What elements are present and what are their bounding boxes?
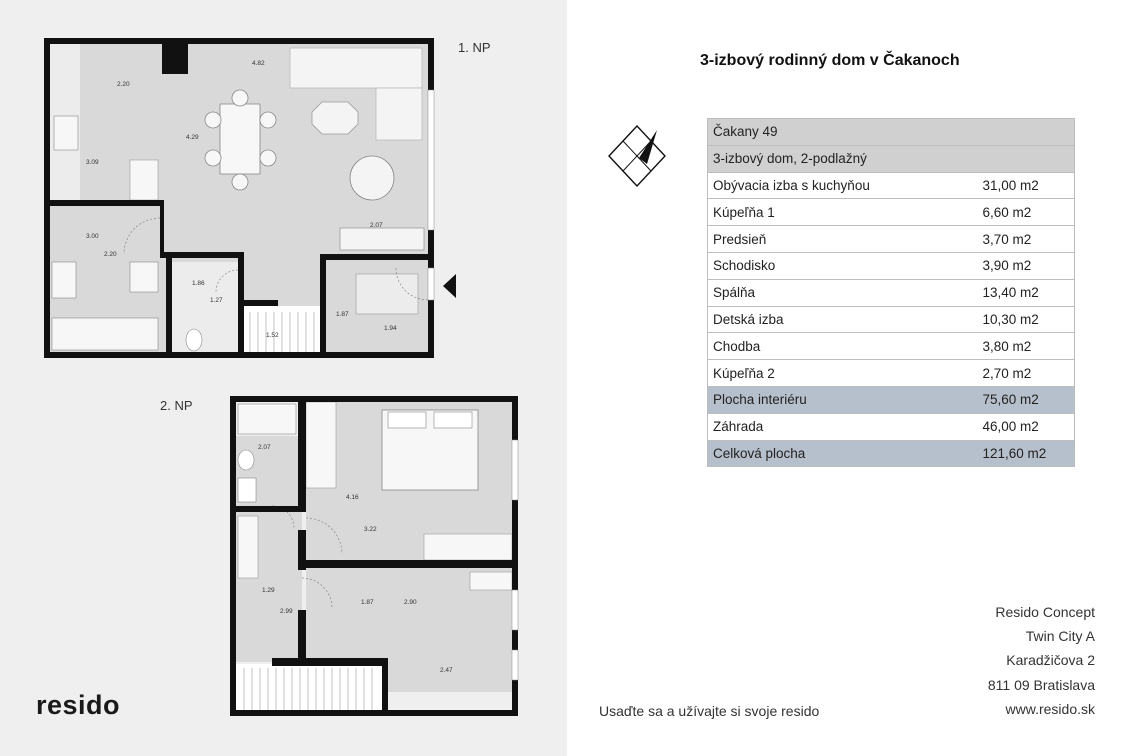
dim-label: 2.99	[280, 608, 293, 615]
area-table	[707, 118, 1075, 467]
room-area-cell: 6,60 m2	[983, 199, 1075, 226]
dim-label: 2.20	[117, 81, 130, 88]
table-row	[708, 360, 1075, 387]
toilet-bowl-2	[238, 450, 254, 470]
pillow	[434, 412, 472, 428]
room-area-cell: 31,00 m2	[983, 172, 1075, 199]
dim-label: 4.29	[186, 134, 199, 141]
room-name-cell: Záhrada	[708, 413, 983, 440]
dining-table	[220, 104, 260, 174]
table-header-row	[708, 119, 1075, 146]
dim-label: 1.87	[361, 599, 374, 606]
room-name-cell: Obývacia izba s kuchyňou	[708, 172, 983, 199]
children-bed	[470, 572, 512, 590]
dim-label: 3.22	[364, 526, 377, 533]
room-name-cell: Kúpeľňa 1	[708, 199, 983, 226]
table-row	[708, 413, 1075, 440]
upper-floor-plan	[230, 396, 518, 716]
toilet-bowl	[186, 329, 202, 351]
tv-console	[340, 228, 424, 250]
dim-label: 4.16	[346, 494, 359, 501]
contact-company: Resido Concept	[995, 604, 1095, 620]
room-area-cell: 10,30 m2	[983, 306, 1075, 333]
entrance-door	[428, 268, 434, 300]
table-header-row	[708, 145, 1075, 172]
table-header-cell: 3-izbový dom, 2-podlažný	[708, 145, 1075, 172]
room-name-cell: Predsieň	[708, 226, 983, 253]
contact-city: 811 09 Bratislava	[987, 676, 1095, 693]
cooktop	[54, 116, 78, 150]
kitchen-island	[130, 160, 158, 200]
dim-label: 1.29	[262, 587, 275, 594]
table-header-cell: Čakany 49	[708, 119, 1075, 146]
dim-label: 2.07	[370, 222, 383, 229]
room-area-cell: 13,40 m2	[983, 279, 1075, 306]
table-row	[708, 440, 1075, 467]
table-row	[708, 172, 1075, 199]
dim-label: 2.90	[404, 599, 417, 606]
page-title: 3-izbový rodinný dom v Čakanoch	[700, 52, 960, 69]
table-row	[708, 252, 1075, 279]
toilet-floor	[172, 262, 238, 352]
room-area-cell: 2,70 m2	[983, 360, 1075, 387]
dim-label: 1.86	[192, 280, 205, 287]
armchair	[350, 156, 394, 200]
room-name-cell: Kúpeľňa 2	[708, 360, 983, 387]
bathtub	[52, 318, 158, 350]
floor-label-second: 2. NP	[160, 398, 193, 413]
contact-building: Twin City A	[1025, 628, 1095, 645]
ground-window-east	[428, 90, 434, 230]
dim-label: 3.00	[86, 233, 99, 240]
wardrobe	[356, 274, 418, 314]
room-area-cell: 121,60 m2	[983, 440, 1075, 467]
table-row	[708, 279, 1075, 306]
room-name-cell: Chodba	[708, 333, 983, 360]
corridor-cabinet	[238, 516, 258, 578]
sofa	[290, 48, 422, 88]
shower	[238, 404, 296, 434]
dim-label: 1.27	[210, 297, 223, 304]
room-name-cell: Detská izba	[708, 306, 983, 333]
dim-label: 1.94	[384, 325, 397, 332]
table-row	[708, 306, 1075, 333]
coffee-table	[312, 102, 358, 134]
washer	[130, 262, 158, 292]
table-row	[708, 199, 1075, 226]
room-name-cell: Celková plocha	[708, 440, 983, 467]
dim-label: 3.09	[86, 159, 99, 166]
dim-label: 4.82	[252, 60, 265, 67]
sink-2	[238, 478, 256, 502]
dim-label: 2.47	[440, 667, 453, 674]
dim-label: 1.52	[266, 332, 279, 339]
bath-vanity	[52, 262, 76, 298]
pillow	[388, 412, 426, 428]
room-area-cell: 3,80 m2	[983, 333, 1075, 360]
room-area-cell: 3,70 m2	[983, 226, 1075, 253]
dim-label: 1.87	[336, 311, 349, 318]
ground-floor-plan	[44, 38, 456, 358]
contact-block	[988, 600, 1095, 721]
north-arrow-icon	[605, 122, 669, 190]
floor-label-first: 1. NP	[458, 40, 491, 55]
entrance-arrow-icon	[443, 274, 456, 298]
contact-web-link[interactable]: www.resido.sk	[1005, 700, 1095, 717]
contact-street: Karadžičova 2	[1006, 652, 1095, 669]
table-row	[708, 333, 1075, 360]
room-name-cell: Plocha interiéru	[708, 386, 983, 413]
room-area-cell: 3,90 m2	[983, 252, 1075, 279]
bedroom-wardrobe	[306, 402, 336, 488]
room-name-cell: Schodisko	[708, 252, 983, 279]
sofa-chaise	[376, 88, 422, 140]
upper-stairs-area	[236, 664, 386, 710]
tagline: Usaďte sa a užívajte si svoje resido	[599, 703, 820, 719]
table-row	[708, 386, 1075, 413]
stairs-area	[244, 306, 322, 352]
room-area-cell: 46,00 m2	[983, 413, 1075, 440]
table-row	[708, 226, 1075, 253]
dim-label: 2.20	[104, 251, 117, 258]
resido-logo: resido	[36, 690, 121, 720]
room-name-cell: Spálňa	[708, 279, 983, 306]
desk	[424, 534, 512, 560]
dim-label: 2.07	[258, 444, 271, 451]
room-area-cell: 75,60 m2	[983, 386, 1075, 413]
